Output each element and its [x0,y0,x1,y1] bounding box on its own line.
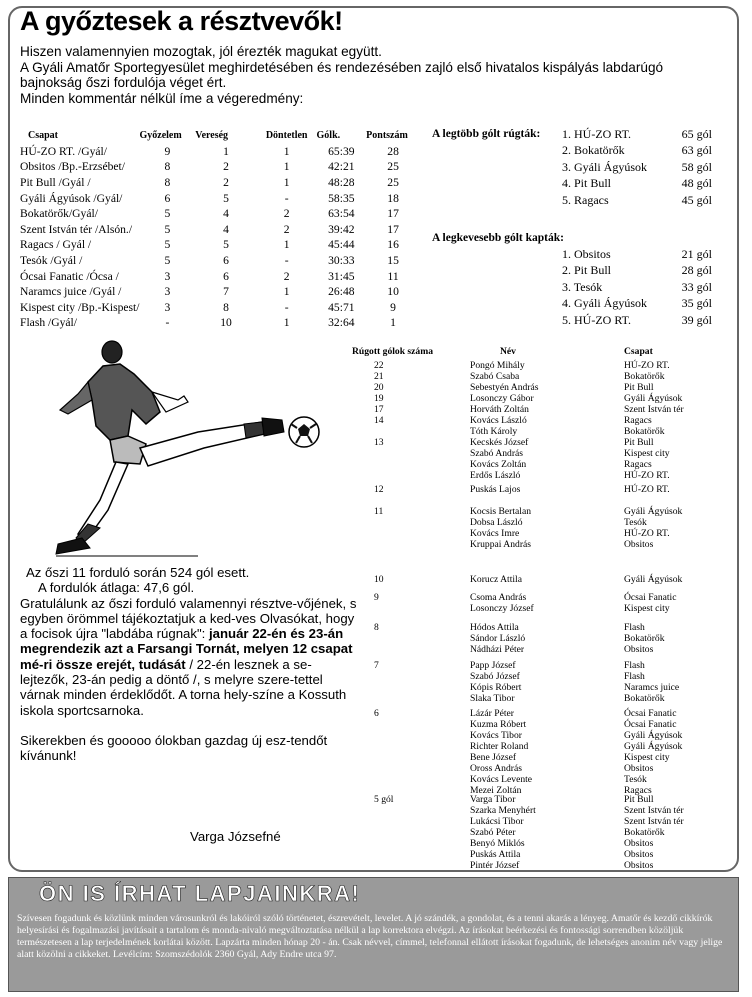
scorer-goals-column [374,506,383,517]
scorer-name: Szabó András [470,448,524,459]
scorers-col-goals: Rúgott gólok száma [352,346,434,357]
least-conceded-table [562,246,712,329]
scorer-goals-column [374,794,393,805]
ranking-row [562,246,712,263]
goal-average-stat: A fordulók átlaga: 47,6 gól. [38,580,195,596]
scorer-team: Kispest city [624,448,670,459]
scorer-name: Slaka Tibor [470,693,515,704]
scorer-goals: 21 [374,371,384,382]
scorer-team: Kispest city [624,603,670,614]
scorer-name: Csoma András [470,592,527,603]
ranking-team: 4. Pit Bull [562,176,612,191]
standings-goals: 30:33 [328,254,355,268]
standings-wins: 8 [164,160,171,174]
standings-draws: 1 [283,285,290,299]
scorer-name: Lázár Péter [470,708,514,719]
scorer-goals: 14 [374,415,384,426]
closing-text [20,565,358,764]
scorer-name: Puskás Attila [470,849,521,860]
new-year-wishes: Sikerekben és gooooo ólokban gazdag új esz-tendőt kívánunk! [20,732,328,764]
ranking-goals: 35 gól [681,296,712,311]
col-team: Csapat [28,130,59,142]
standings-row [20,206,420,222]
author-signature: Varga Józsefné [190,829,281,844]
standings-losses: 7 [223,285,229,299]
scorer-team: Naramcs juice [624,682,680,693]
scorer-teams-column [624,794,684,871]
ranking-row [562,279,712,296]
scorer-goals: 11 [374,506,384,517]
standings-losses: 2 [223,160,229,174]
standings-draws: 1 [283,144,290,158]
scorer-goals: 7 [374,660,379,671]
standings-draws: 2 [283,207,290,221]
standings-draws: 2 [283,222,290,236]
scorer-team: Gyáli Ágyúsok [624,574,683,585]
scorer-team: Ócsai Fanatic [624,592,677,603]
standings-goals: 45:44 [328,238,355,252]
standings-draws: 2 [283,269,290,283]
standings-losses: 2 [223,176,229,190]
standings-row [20,159,420,175]
standings-points: 17 [387,207,399,221]
standings-team-name: HÚ-ZO RT. /Gyál/ [20,144,107,158]
standings-row [20,300,420,316]
scorers-col-team: Csapat [624,346,653,357]
scorer-goals: 12 [374,484,384,495]
scorer-goals-column [374,592,379,603]
standings-draws: 1 [283,160,290,174]
scorer-name: Szabó Csaba [470,371,520,382]
scorer-team: Ragacs [624,459,652,470]
standings-team-name: Ócsai Fanatic /Ócsa / [20,269,119,283]
standings-wins: 3 [164,300,171,314]
scorers-list [352,346,732,871]
standings-losses: 5 [223,191,229,205]
standings-goals: 31:45 [328,269,355,283]
scorer-name: Nádházi Péter [470,644,525,655]
scorer-team: Obsitos [624,838,654,849]
scorer-name: Kovács Imre [470,528,520,539]
scorer-teams-column [624,484,670,495]
ranking-goals: 65 gól [681,126,712,141]
standings-goals: 26:48 [328,285,355,299]
standings-row [20,175,420,191]
standings-losses: 10 [220,316,232,330]
scorer-name: Dobsa László [470,517,523,528]
scorer-goals: 8 [374,622,379,633]
scorer-name: Kocsis Bertalan [470,506,532,517]
standings-goals: 42:21 [328,160,355,174]
ranking-team: 2. Pit Bull [562,263,612,278]
scorer-team: Ócsai Fanatic [624,719,677,730]
scorer-goals: 19 [374,393,384,404]
scorer-names-column [470,592,534,614]
standings-losses: 4 [223,207,229,221]
standings-losses: 5 [223,238,229,252]
ranking-team: 4. Gyáli Ágyúsok [562,296,647,311]
scorer-goals: 20 [374,382,384,393]
standings-losses: 8 [223,300,229,314]
standings-wins: - [165,316,170,330]
ranking-row [562,143,712,160]
scorer-names-column [470,360,538,481]
scorer-name: Kovács Zoltán [470,459,527,470]
standings-wins: 3 [164,285,171,299]
standings-points: 10 [387,285,399,299]
football-player-kicking-ball-icon [48,340,343,562]
standings-goals: 65:39 [328,144,355,158]
ranking-row [562,176,712,193]
standings-team-name: Pit Bull /Gyál / [20,176,91,190]
scorer-name: Horváth Zoltán [470,404,529,415]
scorer-name: Kópis Róbert [470,682,522,693]
standings-points: 18 [387,191,399,205]
standings-goals: 45:71 [328,300,355,314]
standings-wins: 9 [164,144,171,158]
scorer-team: Gyáli Ágyúsok [624,741,683,752]
scorer-team: Pit Bull [624,794,654,805]
ranking-row [562,159,712,176]
banner-text: Szívesen fogadunk és közlünk minden városunkról és lakóiról szóló történetet, észrevételt, levelet. A jó szándék, a gondolat, és a tenni akarás a lényeg. Amatőr és kezdő cikkírók helyesírási és fogalmazási javításait a tartalom és monda-nivaló megváltoztatása nélkül a lap korrektora elvégzi. Az írásokat beérkezési és fontossági sorrendben közöljük természetesen a lap terjedelmének korlátai között. Lapzárta minden hónap 20 - án. Csak névvel, címmel, telefonnal ellátott írásokat fogadunk, de lehetséges anonim név vagy jelige alatt közölni a cikkeket. Levélcím: Szomszédolók 2360 Gyál, Ady Endre utca 97. [17,913,723,960]
scorer-name: Kovács Levente [470,774,533,785]
ranking-row [562,126,712,143]
ranking-goals: 28 gól [681,263,712,278]
scorer-team: HÚ-ZO RT. [624,360,670,371]
scorer-name: Pintér József [470,860,520,871]
standings-wins: 5 [164,254,171,268]
standings-row [20,237,420,253]
scorer-teams-column [624,574,682,585]
standings-team-name: Szent István tér /Alsón./ [20,222,133,236]
scorer-team: Bokatörők [624,693,665,704]
scorer-name: Szabó Péter [470,827,516,838]
standings-goals: 58:35 [328,191,355,205]
scorer-name: Kovács László [470,415,527,426]
col-goals: Gólk. [316,130,341,142]
banner-title: ÖN IS ÍRHAT LAPJAINKRA! [39,881,361,906]
standings-row [20,222,420,238]
standings-draws: 1 [283,316,290,330]
scorer-team: Szent István tér [624,805,684,816]
scorer-goals: 9 [374,592,379,603]
standings-team-name: Obsitos /Bp.-Erzsébet/ [20,160,125,174]
standings-header-row [20,128,420,144]
standings-wins: 8 [164,176,171,190]
scorer-name: Szarka Menyhért [470,805,536,816]
scorer-team: Flash [624,622,645,633]
scorer-name: Losonczy Gábor [470,393,534,404]
scorer-goals: 5 gól [374,794,394,805]
scorer-goals-column [374,484,384,495]
least-conceded-title: A legkevesebb gólt kapták: [432,232,564,244]
standings-goals: 48:28 [328,176,355,190]
scorer-goals-column [374,360,384,448]
standings-losses: 4 [223,222,229,236]
goal-total-stat: Az őszi 11 forduló során 524 gól esett. [26,565,250,580]
ranking-goals: 45 gól [681,192,712,207]
standings-team-name: Tesók /Gyál / [20,254,83,268]
col-losses: Vereség [195,130,229,142]
standings-points: 11 [387,269,399,283]
ranking-team: 3. Tesók [562,279,603,294]
scorer-goals: 6 [374,708,379,719]
scorer-name: Tóth Károly [470,426,518,437]
standings-draws: - [284,191,289,205]
scorer-name: Kuzma Róbert [470,719,527,730]
standings-draws: - [284,300,289,314]
standings-draws: 1 [283,176,290,190]
scorer-names-column [470,506,531,550]
standings-points: 25 [387,176,399,190]
scorer-names-column [470,484,520,495]
standings-losses: 6 [223,254,229,268]
scorer-team: Ragacs [624,785,652,796]
scorer-name: Losonczy József [470,603,534,614]
scorer-goals: 13 [374,437,384,448]
scorer-teams-column [624,622,665,655]
tournament-dates: január 22-én és 23-án megrendezik azt a Farsangi Tornát, melyen 12 csapat mé-ri össze erejét, tudását [20,626,353,672]
scorer-name: Mezei Zoltán [470,785,522,796]
scorer-team: Obsitos [624,539,654,550]
paragraph-end: / 22-én lesznek a se-lejtezők, 23-án pedig a döntő /, s melyre szere-tettel várnak minden érdeklődőt. A torna hely-színe a Kossuth iskola sportcsarnoka. [20,656,347,718]
ranking-row [562,296,712,313]
scorer-name: Kecskés József [470,437,529,448]
scorer-team: Bokatörők [624,633,665,644]
standings-goals: 32:64 [328,316,355,330]
scorer-goals: 17 [374,404,384,415]
most-scored-title: A legtöbb gólt rúgták: [432,128,541,140]
scorer-names-column [470,794,536,871]
write-to-us-banner [8,877,739,992]
ranking-team: 1. HÚ-ZO RT. [562,126,632,141]
scorers-col-name: Név [500,346,516,357]
ranking-row [562,192,712,209]
standings-points: 9 [390,300,396,314]
scorer-team: Ragacs [624,415,652,426]
standings-goals: 39:42 [328,222,355,236]
standings-points: 28 [387,144,399,158]
scorer-teams-column [624,592,676,614]
scorer-team: Tesók [624,774,647,785]
standings-row [20,190,420,206]
standings-row [20,253,420,269]
scorer-name: Richter Roland [470,741,529,752]
intro-line: Hiszen valamennyien mozogtak, jól érezték magukat együtt. [20,44,382,59]
standings-wins: 5 [164,222,171,236]
scorer-team: HÚ-ZO RT. [624,528,670,539]
standings-row [20,268,420,284]
scorer-team: Bokatörők [624,827,665,838]
standings-wins: 5 [164,238,171,252]
standings-points: 25 [387,160,399,174]
standings-table [20,128,420,331]
scorer-team: Obsitos [624,860,654,871]
scorer-team: Gyáli Ágyúsok [624,730,683,741]
standings-team-name: Bokatörők/Gyál/ [20,207,98,221]
scorer-team: Gyáli Ágyúsok [624,393,683,404]
scorer-name: Korucz Attila [470,574,522,585]
standings-goals: 63:54 [328,207,355,221]
scorer-goals-column [374,574,384,585]
scorer-goals [374,426,384,437]
scorer-team: Kispest city [624,752,670,763]
scorer-names-column [470,708,532,796]
scorer-name: Bene József [470,752,517,763]
ranking-row [562,263,712,280]
ranking-goals: 58 gól [681,159,712,174]
standings-wins: 3 [164,269,171,283]
scorer-team: Tesók [624,517,647,528]
scorer-name: Benyó Miklós [470,838,525,849]
scorer-team: HÚ-ZO RT. [624,470,670,481]
standings-wins: 5 [164,207,171,221]
scorer-goals-column [374,708,379,719]
article-intro [20,44,720,106]
scorer-goals-column [374,622,379,633]
standings-row [20,284,420,300]
scorers-header [352,346,732,358]
scorer-team: Szent István tér [624,816,684,827]
scorer-names-column [470,622,525,655]
scorer-name: Hódos Attila [470,622,519,633]
scorer-names-column [470,574,522,585]
standings-row [20,144,420,160]
scorer-name: Kruppai András [470,539,532,550]
scorer-team: Bokatörők [624,426,665,437]
scorer-team: Szent István tér [624,404,684,415]
scorer-name: Oross András [470,763,522,774]
most-scored-table [562,126,712,209]
ranking-row [562,312,712,329]
standings-draws: - [284,254,289,268]
standings-losses: 6 [223,269,229,283]
standings-team-name: Gyáli Ágyúsok /Gyál/ [20,191,123,205]
standings-team-name: Naramcs juice /Gyál / [20,285,122,299]
scorer-name: Erdős László [470,470,521,481]
scorer-teams-column [624,360,684,481]
ranking-goals: 39 gól [681,312,712,327]
standings-row [20,315,420,331]
standings-points: 17 [387,222,399,236]
scorer-team: HÚ-ZO RT. [624,484,670,495]
intro-line: Minden kommentár nélkül íme a végeredmény: [20,90,304,106]
scorer-team: Bokatörők [624,371,665,382]
scorer-name: Kovács Tibor [470,730,522,741]
scorer-team: Gyáli Ágyúsok [624,506,683,517]
col-points: Pontszám [366,130,408,142]
scorer-goals-column [374,660,379,671]
col-wins: Győzelem [139,130,182,142]
scorer-goals: 10 [374,574,384,585]
scorer-name: Puskás Lajos [470,484,521,495]
scorer-goals: 22 [374,360,384,371]
ranking-goals: 33 gól [681,279,712,294]
col-draws: Döntetlen [265,130,308,142]
scorer-team: Pit Bull [624,382,654,393]
scorer-team: Obsitos [624,763,654,774]
ranking-goals: 63 gól [681,143,712,158]
scorer-name: Sebestyén András [470,382,539,393]
scorer-team: Ócsai Fanatic [624,708,677,719]
ranking-team: 2. Bokatörők [562,143,625,158]
scorer-name: Papp József [470,660,516,671]
standings-wins: 6 [164,191,171,205]
standings-team-name: Kispest city /Bp.-Kispest/ [20,300,140,314]
scorer-team: Obsitos [624,849,654,860]
ranking-team: 3. Gyáli Ágyúsok [562,159,647,174]
scorer-name: Lukácsi Tibor [470,816,524,827]
scorer-team: Pit Bull [624,437,654,448]
scorer-name: Szabó József [470,671,520,682]
scorer-name: Varga Tibor [470,794,516,805]
paragraph-start: Gratulálunk az őszi forduló valamennyi résztve-vőjének, s egyben örömmel tájékoztatjuk a ked-ves Olvasókat, hogy a focisok újra "labdába rúgnak": [20,595,357,642]
ranking-goals: 48 gól [681,176,712,191]
standings-losses: 1 [223,144,229,158]
scorer-teams-column [624,660,679,704]
scorer-name: Sándor László [470,633,526,644]
scorer-team: Obsitos [624,644,654,655]
scorer-teams-column [624,506,682,550]
standings-draws: 1 [283,238,290,252]
standings-points: 1 [390,316,396,330]
scorer-team: Flash [624,660,645,671]
scorer-teams-column [624,708,682,796]
tournament-paragraph [20,596,358,718]
article-title: A győztesek a résztvevők! [20,6,343,36]
standings-team-name: Ragacs / Gyál / [20,238,92,252]
standings-points: 15 [387,254,399,268]
scorer-names-column [470,660,521,704]
scorer-name: Pongó Mihály [470,360,525,371]
ranking-team: 1. Obsitos [562,246,611,261]
intro-line: A Gyáli Amatőr Sportegyesület meghirdetésében és rendezésében zajló első hivatalos kispályás labdarúgó bajnokság őszi fordulója véget ért. [20,59,664,91]
ranking-team: 5. Ragacs [562,192,609,207]
ranking-goals: 21 gól [681,246,712,261]
standings-points: 16 [387,238,399,252]
ranking-team: 5. HÚ-ZO RT. [562,312,632,327]
scorer-team: Flash [624,671,645,682]
standings-team-name: Flash /Gyál/ [20,316,78,330]
